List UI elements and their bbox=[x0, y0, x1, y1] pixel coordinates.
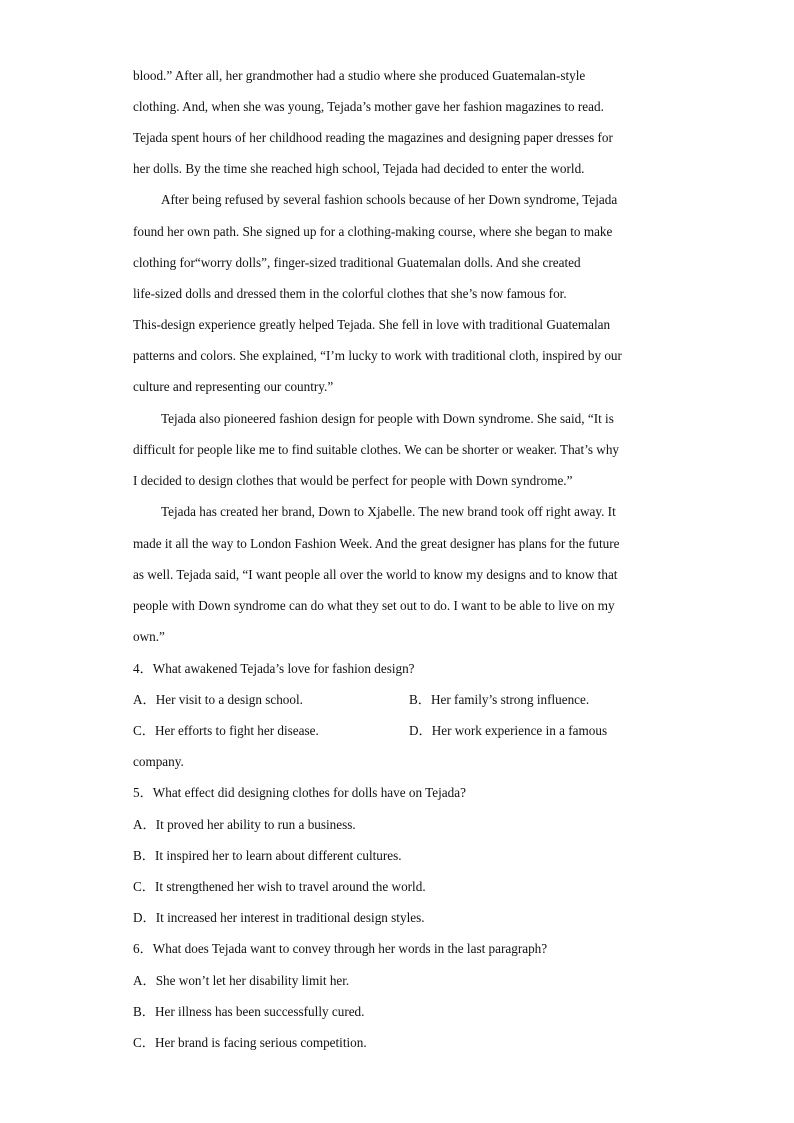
passage-line: I decided to design clothes that would be perfect for people with Down syndrome.” bbox=[133, 473, 573, 488]
question-stem: 4．What awakened Tejada’s love for fashion design? bbox=[133, 661, 415, 676]
passage-line: This-design experience greatly helped Tejada. She fell in love with traditional Guatemalan bbox=[133, 317, 611, 332]
option-d: D．Her work experience in a famous bbox=[409, 723, 608, 738]
passage-line: culture and representing our country.” bbox=[133, 379, 334, 394]
passage-line: clothing. And, when she was young, Tejada’s mother gave her fashion magazines to read. bbox=[133, 99, 604, 114]
passage-line: her dolls. By the time she reached high school, Tejada had decided to enter the world. bbox=[133, 161, 585, 176]
question-stem: 5．What effect did designing clothes for dolls have on Tejada? bbox=[133, 785, 466, 800]
option-c: C．Her brand is facing serious competition. bbox=[133, 1035, 367, 1050]
passage-line: clothing for“worry dolls”, finger-sized traditional Guatemalan dolls. And she created bbox=[133, 255, 581, 270]
option-b: B．It inspired her to learn about different cultures. bbox=[133, 848, 402, 863]
passage-line: After being refused by several fashion schools because of her Down syndrome, Tejada bbox=[161, 192, 618, 207]
passage-line: as well. Tejada said, “I want people all over the world to know my designs and to know that bbox=[133, 567, 618, 582]
option-d-continued: company. bbox=[133, 754, 184, 769]
option-c: C．It strengthened her wish to travel around the world. bbox=[133, 879, 426, 894]
passage-line: Tejada has created her brand, Down to Xjabelle. The new brand took off right away. It bbox=[161, 504, 616, 519]
question-stem: 6．What does Tejada want to convey through her words in the last paragraph? bbox=[133, 941, 548, 956]
option-b: B．Her family’s strong influence. bbox=[409, 692, 590, 707]
passage-line: made it all the way to London Fashion Week. And the great designer has plans for the future bbox=[133, 536, 620, 551]
passage-line: Tejada also pioneered fashion design for people with Down syndrome. She said, “It is bbox=[161, 411, 614, 426]
passage-line: people with Down syndrome can do what they set out to do. I want to be able to live on my bbox=[133, 598, 615, 613]
option-a: A．Her visit to a design school. bbox=[133, 692, 303, 707]
option-c: C．Her efforts to fight her disease. bbox=[133, 723, 319, 738]
passage-line: found her own path. She signed up for a clothing-making course, where she began to make bbox=[133, 224, 613, 239]
passage-line: patterns and colors. She explained, “I’m lucky to work with traditional cloth, inspired by our bbox=[133, 348, 622, 363]
passage-line: difficult for people like me to find suitable clothes. We can be shorter or weaker. That’s why bbox=[133, 442, 620, 457]
option-b: B．Her illness has been successfully cured. bbox=[133, 1004, 365, 1019]
passage-line: own.” bbox=[133, 629, 165, 644]
option-d: D．It increased her interest in traditional design styles. bbox=[133, 910, 425, 925]
option-a: A．It proved her ability to run a business. bbox=[133, 817, 356, 832]
passage-line: life-sized dolls and dressed them in the colorful clothes that she’s now famous for. bbox=[133, 286, 567, 301]
passage-line: blood.” After all, her grandmother had a studio where she produced Guatemalan-style bbox=[133, 68, 586, 83]
option-a: A．She won’t let her disability limit her. bbox=[133, 973, 350, 988]
passage-line: Tejada spent hours of her childhood reading the magazines and designing paper dresses for bbox=[133, 130, 613, 145]
